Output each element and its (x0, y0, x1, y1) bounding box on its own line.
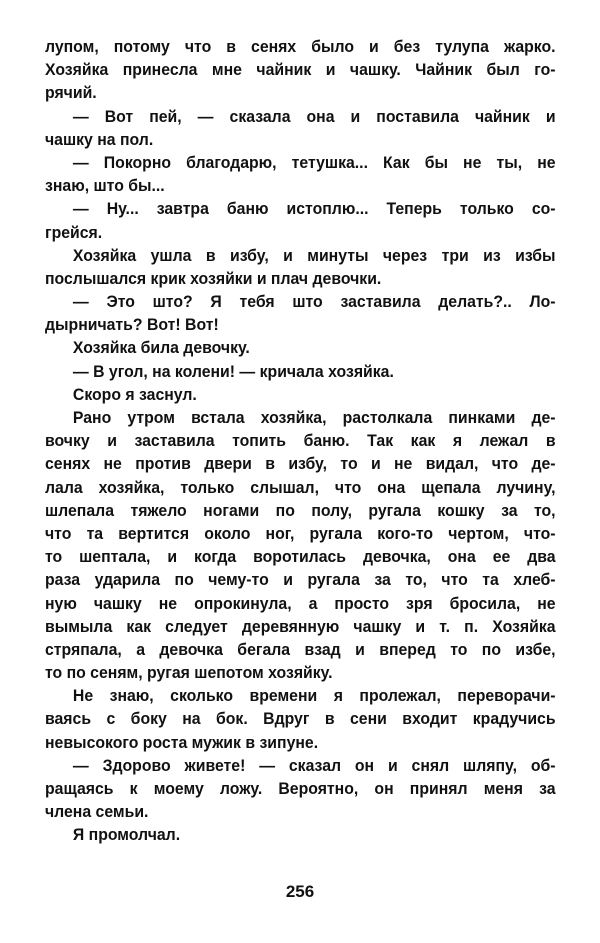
text-line: чашку на пол. (45, 129, 154, 149)
book-page-text (45, 35, 556, 847)
text-line: Хозяйка ушла в избу, и минуты через три из избы (72, 245, 556, 265)
text-line: вымыла как следует деревянную чашку и т. п. Хозяйка (45, 616, 556, 636)
text-line: дырничать? Вот! Вот! (45, 315, 219, 335)
text-line: лупом, потому что в сенях было и без тулупа жарко. (45, 37, 556, 56)
text-line: ную чашку не опрокинула, а просто зря бросила, не (45, 593, 556, 613)
text-line: Не знаю, сколько времени я пролежал, переворачи- (72, 686, 556, 706)
text-line: что та вертится около ног, ругала кого-то чертом, что- (45, 523, 556, 543)
text-line: — Покорно благодарю, тетушка... Как бы не ты, не (72, 152, 556, 172)
text-line: то шептала, и когда воротилась девочка, она ее два (45, 547, 556, 567)
text-line: — В угол, на колени! — кричала хозяйка. (72, 361, 394, 381)
text-line: — Здорово живете! — сказал он и снял шляпу, об- (72, 755, 556, 775)
text-line: грейся. (45, 222, 103, 242)
text-line: шлепала тяжело ногами по полу, ругала кошку за то, (45, 500, 556, 520)
text-line: вочку и заставила топить баню. Так как я лежал в (45, 431, 556, 451)
text-line: невысокого роста мужик в зипуне. (45, 732, 319, 752)
text-line: — Это што? Я тебя што заставила делать?.. Ло- (72, 292, 556, 312)
text-line: Скоро я заснул. (72, 384, 197, 404)
text-line: лала хозяйка, только слышал, что она щепала лучину, (45, 477, 556, 497)
text-line: Я промолчал. (72, 825, 181, 845)
text-line: члена семьи. (45, 802, 149, 822)
text-line: ращаясь к моему ложу. Вероятно, он принял меня за (45, 779, 556, 798)
text-line: Рано утром встала хозяйка, растолкала пинками де- (72, 408, 556, 427)
text-line: знаю, што бы... (45, 176, 165, 196)
text-line: раза ударила по чему-то и ругала за то, что та хлеб- (45, 570, 556, 590)
page-number: 256 (285, 882, 315, 901)
text-line: Хозяйка била девочку. (72, 338, 250, 358)
text-line: сенях не против двери в избу, то и не видал, что де- (45, 454, 556, 474)
text-line: то по сеням, ругая шепотом хозяйку. (45, 663, 333, 683)
text-line: стряпала, а девочка бегала взад и вперед то по избе, (45, 639, 556, 659)
text-line: рячий. (45, 83, 97, 103)
text-line: — Ну... завтра баню истоплю... Теперь только со- (72, 199, 556, 219)
text-line: послышался крик хозяйки и плач девочки. (45, 268, 382, 288)
text-line: ваясь с боку на бок. Вдруг в сени входит крадучись (45, 709, 556, 729)
text-line: — Вот пей, — сказала она и поставила чайник и (72, 106, 556, 126)
text-line: Хозяйка принесла мне чайник и чашку. Чайник был го- (45, 60, 556, 80)
